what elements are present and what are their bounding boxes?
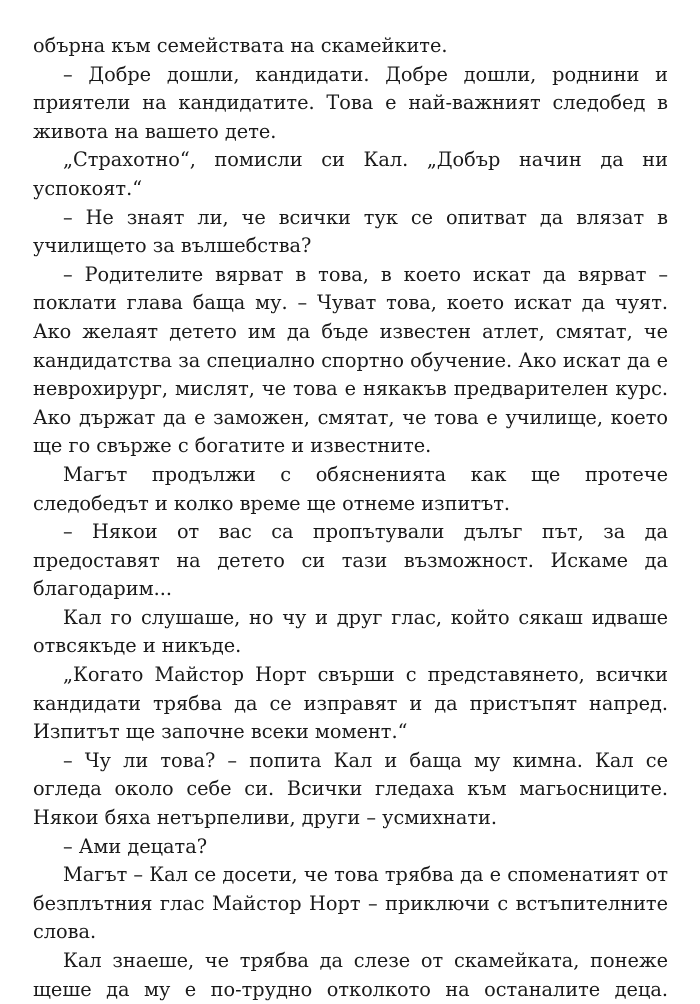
book-page-text: [33, 32, 668, 1004]
paragraph-13: Кал знаеше, че трябва да слезе от скамейката, понеже щеше да му е по-трудно отколкото на останалите деца.: [33, 949, 668, 1001]
paragraph-2: – Добре дошли, кандидати. Добре дошли, роднини и приятели на кандидатите. Това е най-важният следобед в живота на вашето дете.: [33, 62, 668, 143]
paragraph-3: „Страхотно“, помисли си Кал. „Добър начин да ни успокоят.“: [33, 148, 668, 200]
paragraph-9: „Когато Майстор Норт свърши с представянето, всички кандидати трябва да се изправят и да пристъпят напред. Изпитът ще започне всеки момент.“: [33, 663, 668, 744]
paragraph-5: – Родителите вярват в това, в което искат да вярват – поклати глава баща му. – Чуват това, което искат да чуят. Ако желаят детето им да бъде известен атлет, смятат, че кандидатства за специално спортно обучение. Ако искат да е неврохирург, мислят, че това е някакъв предварителен курс. Ако държат да е заможен, смятат, че това е училище, което ще го свърже с богатите и известните.: [33, 262, 668, 458]
paragraph-12: Магът – Кал се досети, че това трябва да е споменатият от безплътния глас Майстор Норт – приключи с встъпителните слова.: [33, 863, 668, 944]
paragraph-6: Магът продължи с обясненията как ще протече следобедът и колко време ще отнеме изпитът.: [33, 462, 668, 515]
paragraph-11: – Ами децата?: [63, 834, 208, 858]
paragraph-7: – Някои от вас са пропътували дълъг път, за да предоставят на детето си тази възможност. Искаме да благодарим...: [33, 520, 668, 601]
paragraph-10: – Чу ли това? – попита Кал и баща му кимна. Кал се огледа около себе си. Всички гледаха към магьосниците. Някои бяха нетърпеливи, други – усмихнати.: [33, 748, 668, 830]
paragraph-1: обърна към семействата на скамейките.: [33, 34, 448, 57]
paragraph-4: – Не знаят ли, че всички тук се опитват да влязат в училището за вълшебства?: [33, 205, 668, 258]
paragraph-8: Кал го слушаше, но чу и друг глас, който сякаш идваше отвсякъде и никъде.: [33, 605, 668, 658]
